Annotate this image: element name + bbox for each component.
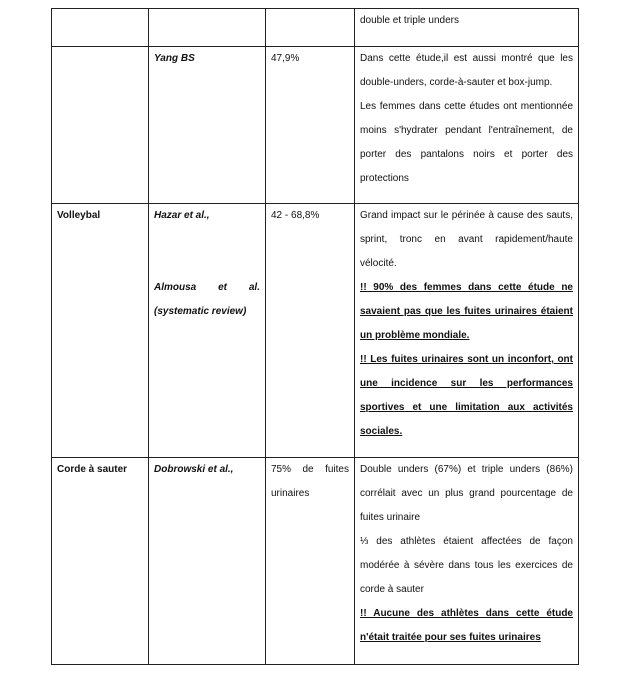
sport-cell xyxy=(52,47,149,204)
table-row xyxy=(52,458,579,665)
sports-incontinence-table xyxy=(51,8,579,665)
study-label: Yang BS xyxy=(154,53,195,64)
rate-value: 47,9% xyxy=(271,53,300,64)
study-label-secondary: Almousa et al. (systematic review) xyxy=(154,282,260,317)
rate-value: 42 - 68,8% xyxy=(271,210,320,221)
comment-paragraph: double et triple unders xyxy=(360,15,459,26)
rate-cell xyxy=(266,47,355,204)
study-label: Hazar et al., xyxy=(154,210,210,221)
comment-alert: !! 90% des femmes dans cette étude ne savaient pas que les fuites urinaires étaient un problème mondiale. xyxy=(360,282,573,341)
comment-cell xyxy=(355,204,579,458)
comment-cell xyxy=(355,458,579,665)
rate-cell xyxy=(266,204,355,458)
rate-value: 75% de fuites urinaires xyxy=(271,464,349,499)
comment-paragraph: Les femmes dans cette études ont mentionnée moins s'hydrater pendant l'entraînement, de porter des pantalons noirs et porter des protections xyxy=(360,101,573,184)
comment-paragraph: ⅓ des athlètes étaient affectées de façon modérée à sévère dans tous les exercices de corde à sauter xyxy=(360,536,573,595)
sport-cell xyxy=(52,9,149,47)
comment-paragraph: Dans cette étude,il est aussi montré que les double-unders, corde-à-sauter et box-jump. xyxy=(360,53,573,88)
sport-label: Corde à sauter xyxy=(57,464,128,475)
study-cell xyxy=(149,458,266,665)
table-row xyxy=(52,47,579,204)
rate-cell xyxy=(266,9,355,47)
table-row xyxy=(52,204,579,458)
comment-cell xyxy=(355,9,579,47)
rate-cell xyxy=(266,458,355,665)
study-label: Dobrowski et al., xyxy=(154,464,234,475)
study-cell xyxy=(149,204,266,458)
table-row xyxy=(52,9,579,47)
comment-alert: !! Aucune des athlètes dans cette étude n'était traitée pour ses fuites urinaires xyxy=(360,608,573,643)
study-cell xyxy=(149,47,266,204)
study-cell xyxy=(149,9,266,47)
comment-cell xyxy=(355,47,579,204)
comment-paragraph: Double unders (67%) et triple unders (86%) corrélait avec un plus grand pourcentage de fuites urinaire xyxy=(360,464,573,523)
comment-alert: !! Les fuites urinaires sont un inconfort, ont une incidence sur les performances sportives et une limitation aux activités sociales. xyxy=(360,354,573,437)
comment-paragraph: Grand impact sur le périnée à cause des sauts, sprint, tronc en avant rapidement/haute vélocité. xyxy=(360,210,573,269)
sport-cell xyxy=(52,204,149,458)
sport-label: Volleybal xyxy=(57,210,101,221)
sport-cell xyxy=(52,458,149,665)
